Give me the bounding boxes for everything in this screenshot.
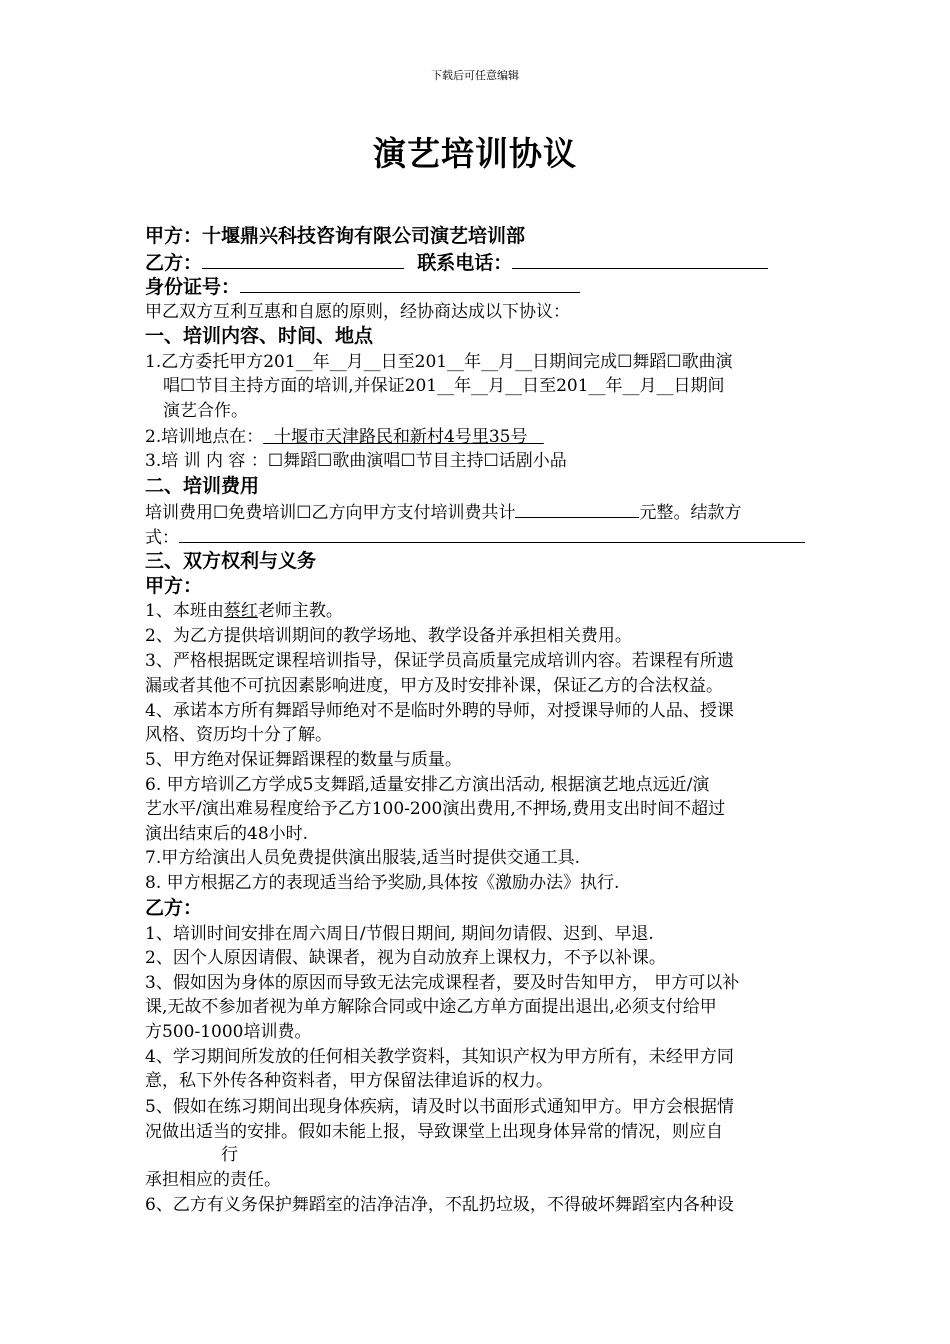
id-line (145, 274, 580, 299)
location-label: 2.培训地点在： (145, 427, 264, 447)
a-item3-line1: 3、严格根据既定课程培训指导，保证学员高质量完成培训内容。若课程有所遗 (145, 651, 734, 671)
payment-label: 式： (145, 528, 179, 548)
party-b-blank (202, 250, 404, 269)
s2-payment-line (145, 524, 805, 550)
a-item8: 8. 甲方根据乙方的表现适当给予奖励,具体按《激励办法》执行. (145, 873, 620, 893)
party-b-heading: 乙方： (145, 897, 203, 919)
b-item1: 1、培训时间安排在周六周日/节假日期间, 期间勿请假、迟到、早退. (145, 924, 654, 944)
b-item6-line1: 6、乙方有义务保护舞蹈室的洁净洁净，不乱扔垃圾，不得破坏舞蹈室内各种设 (145, 1195, 734, 1215)
b-item4-line2: 意，私下外传各种资料者，甲方保留法律追诉的权力。 (145, 1071, 553, 1091)
a-item6-line3: 演出结束后的48小时. (145, 824, 309, 844)
teacher-name: 蔡红 (223, 601, 258, 621)
a-item7: 7.甲方给演出人员免费提供演出服装,适当时提供交通工具. (145, 848, 581, 868)
s1-item2 (145, 425, 544, 449)
b-item5-line3: 行 (221, 1145, 238, 1165)
a-item2: 2、为乙方提供培训期间的教学场地、教学设备并承担相关费用。 (145, 626, 632, 646)
b-item3-line3: 方500-1000培训费。 (145, 1022, 312, 1042)
party-a-line: 甲方：十堰鼎兴科技咨询有限公司演艺培训部 (145, 225, 526, 247)
b-item3-line2: 课,无故不参加者视为单方解除合同或中途乙方单方面提出退出,必须支付给甲 (145, 997, 717, 1017)
section3-heading: 三、双方权利与义务 (145, 550, 317, 572)
b-item2: 2、因个人原因请假、缺课者，视为自动放弃上课权力，不予以补课。 (145, 948, 666, 968)
header-note: 下载后可任意编辑 (431, 69, 519, 82)
b-item4-line1: 4、学习期间所发放的任何相关教学资料，其知识产权为甲方所有，未经甲方同 (145, 1047, 734, 1067)
b-item3-line1: 3、假如因为身体的原因而导致无法完成课程者，要及时告知甲方， 甲方可以补 (145, 973, 740, 993)
intro-text: 甲乙双方互利互惠和自愿的原则，经协商达成以下协议： (145, 302, 570, 322)
a-item6-line1: 6. 甲方培训乙方学成5支舞蹈,适量安排乙方演出活动, 根据演艺地点远近/演 (145, 775, 710, 795)
document-title: 演艺培训协议 (373, 134, 577, 173)
s1-item1-line1: 1.乙方委托甲方201__年__月__日至201__年__月__日期间完成☐舞蹈☐歌曲演 (145, 352, 733, 372)
section2-heading: 二、培训费用 (145, 475, 260, 497)
fee-text: 培训费用☐免费培训☐乙方向甲方支付培训费共计 (145, 503, 516, 523)
section1-heading: 一、培训内容、时间、地点 (145, 325, 374, 347)
a-item1 (145, 599, 343, 623)
a-item5: 5、甲方绝对保证舞蹈课程的数量与质量。 (145, 750, 462, 770)
a-item6-line2: 艺水平/演出难易程度给予乙方100-200演出费用,不押场,费用支出时间不超过 (145, 799, 726, 819)
payment-blank (179, 524, 805, 543)
a-item3-line2: 漏或者其他不可抗因素影响进度，甲方及时安排补课，保证乙方的合法权益。 (145, 676, 723, 696)
fee-amount-blank (515, 499, 639, 518)
id-label: 身份证号： (145, 276, 241, 298)
location-value: 十堰市天津路民和新村4号里35号 (263, 427, 544, 447)
party-b-line (145, 250, 768, 275)
b-item5-line4: 承担相应的责任。 (145, 1170, 281, 1190)
fee-text-end: 元整。结款方 (639, 503, 742, 523)
s1-item1-line2: 唱☐节目主持方面的培训,并保证201__年__月__日至201__年__月__日期间 (163, 376, 725, 396)
a-item1-pre: 1、本班由 (145, 601, 224, 621)
phone-blank (512, 250, 768, 269)
s1-item3: 3.培 训 内 容 ：☐舞蹈☐歌曲演唱☐节目主持☐话剧小品 (145, 451, 567, 471)
phone-label: 联系电话： (417, 252, 513, 274)
s1-item1-line3: 演艺合作。 (163, 401, 248, 421)
id-blank (240, 274, 580, 293)
b-item5-line2: 况做出适当的安排。假如未能上报，导致课堂上出现身体异常的情况，则应自 (145, 1122, 723, 1142)
s2-fee-line (145, 499, 741, 525)
party-a-heading: 甲方： (145, 575, 203, 597)
party-b-label: 乙方： (145, 252, 203, 274)
a-item4-line1: 4、承诺本方所有舞蹈导师绝对不是临时外聘的导师，对授课导师的人品、授课 (145, 701, 734, 721)
b-item5-line1: 5、假如在练习期间出现身体疾病，请及时以书面形式通知甲方。甲方会根据情 (145, 1097, 734, 1117)
a-item4-line2: 风格、资历均十分了解。 (145, 725, 332, 745)
a-item1-post: 老师主教。 (257, 601, 343, 621)
